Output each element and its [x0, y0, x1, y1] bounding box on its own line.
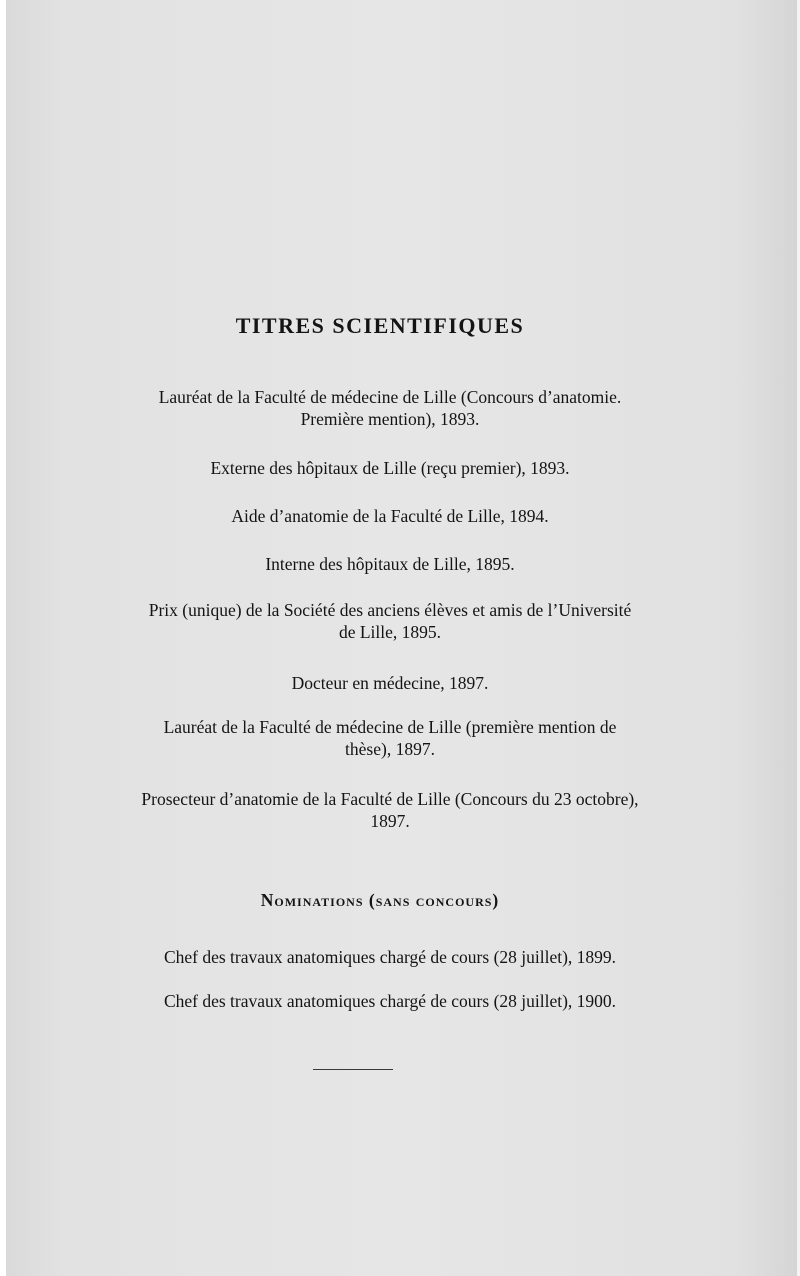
closing-rule — [313, 1069, 393, 1070]
entry-line: Lauréat de la Faculté de médecine de Lille (Concours d’anatomie. — [158, 387, 622, 407]
entry-line: Externe des hôpitaux de Lille (reçu premier), 1893. — [210, 458, 570, 478]
entry-docteur — [60, 672, 720, 694]
page-title: TITRES SCIENTIFIQUES — [235, 313, 525, 338]
nomination-item — [60, 990, 720, 1012]
entry-line: de Lille, 1895. — [338, 622, 442, 642]
entry-line: Interne des hôpitaux de Lille, 1895. — [265, 554, 515, 574]
entry-line: Docteur en médecine, 1897. — [291, 673, 489, 693]
entry-line: Prix (unique) de la Société des anciens élèves et amis de l’Université — [148, 600, 632, 620]
page-edge-left — [0, 0, 6, 1276]
entry-laureat-these — [60, 716, 720, 760]
entry-prix-unique — [60, 599, 720, 643]
entry-prosecteur — [60, 788, 720, 832]
entry-externe — [60, 457, 720, 479]
entry-line: Lauréat de la Faculté de médecine de Lille (première mention de — [163, 717, 617, 737]
entry-interne — [60, 553, 720, 575]
entry-line: thèse), 1897. — [345, 739, 435, 759]
entry-laureat-anatomie — [60, 386, 720, 430]
entry-aide-anatomie — [60, 505, 720, 527]
entry-line: Première mention), 1893. — [300, 409, 480, 429]
entry-line: 1897. — [370, 811, 410, 831]
entry-line: Prosecteur d’anatomie de la Faculté de Lille (Concours du 23 octobre), — [141, 789, 639, 809]
nomination-line: Chef des travaux anatomiques chargé de cours (28 juillet), 1899. — [163, 947, 617, 967]
nominations-heading: Nominations (sans concours) — [260, 890, 500, 910]
nomination-line: Chef des travaux anatomiques chargé de cours (28 juillet), 1900. — [163, 991, 617, 1011]
entry-line: Aide d’anatomie de la Faculté de Lille, 1894. — [231, 506, 549, 526]
nomination-item — [60, 946, 720, 968]
